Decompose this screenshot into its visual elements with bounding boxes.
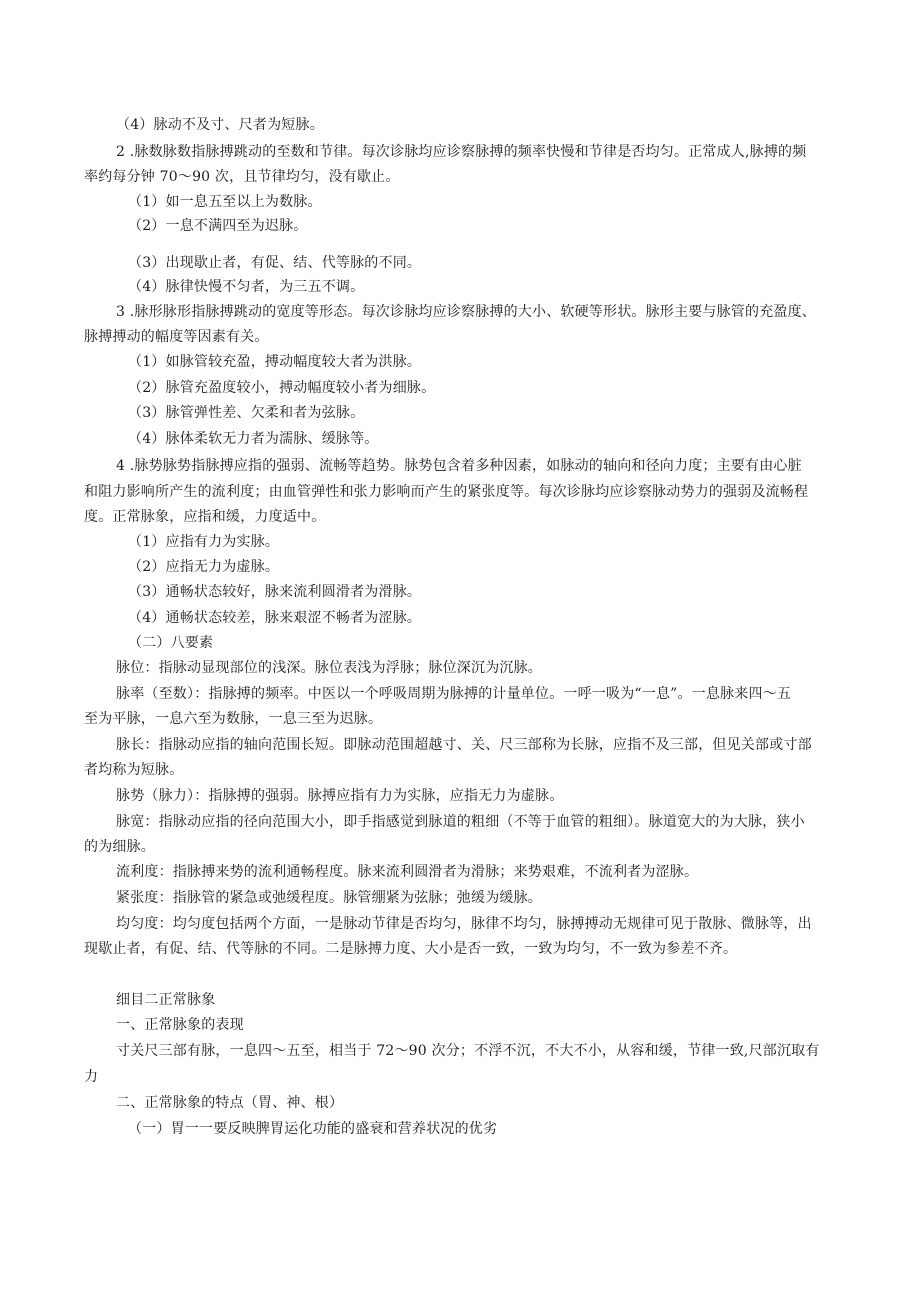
- text-line: （1）如脉管较充盈，搏动幅度较大者为洪脉。: [128, 354, 422, 370]
- text-line: 紧张度：指脉管的紧急或弛缓程度。脉管绷紧为弦脉；弛缓为缓脉。: [116, 890, 542, 906]
- text-line: 脉长：指脉动应指的轴向范围长短。即脉动范围超越寸、关、尺三部称为长脉，应指不及三部，但见关部或寸部: [116, 737, 812, 753]
- text-line: 脉率（至数）：指脉搏的频率。中医以一个呼吸周期为脉搏的计量单位。一呼一吸为“一息”。一息脉来四～五: [116, 686, 792, 702]
- text-line: 寸关尺三部有脉，一息四～五至，相当于 72～90 次分；不浮不沉，不大不小，从容和缓，节律一致,尺部沉取有: [116, 1043, 820, 1059]
- text-line: 脉宽：指脉动应指的径向范围大小，即手指感觉到脉道的粗细（不等于血管的粗细）。脉道宽大的为大脉，狭小: [116, 814, 805, 830]
- text-line: 率约每分钟 70～90 次，且节律均匀，没有歇止。: [84, 169, 400, 185]
- text-line: （1）如一息五至以上为数脉。: [128, 194, 322, 210]
- text-line: 3 .脉形脉形指脉搏跳动的宽度等形态。每次诊脉均应诊察脉搏的大小、软硬等形状。脉形主要与脉管的充盈度、: [116, 304, 817, 320]
- text-line: 4 .脉势脉势指脉搏应指的强弱、流畅等趋势。脉势包含着多种因素，如脉动的轴向和径向力度；主要有由心脏: [116, 458, 802, 474]
- text-line: （1）应指有力为实脉。: [128, 534, 280, 550]
- subsection-heading: 一、正常脉象的表现: [116, 1017, 244, 1033]
- text-line: 流利度：指脉搏来势的流利通畅程度。脉来流利圆滑者为滑脉；来势艰难，不流利者为涩脉。: [116, 864, 699, 880]
- subsection-heading: 二、正常脉象的特点（胃、神、根）: [116, 1095, 344, 1111]
- text-line: 2 .脉数脉数指脉搏跳动的至数和节律。每次诊脉均应诊察脉搏的频率快慢和节律是否均匀。正常成人,脉搏的频: [116, 144, 807, 160]
- text-line: 和阻力影响所产生的流利度；由血管弹性和张力影响而产生的紧张度等。每次诊脉均应诊察脉动势力的强弱及流畅程: [84, 484, 809, 500]
- text-line: 现歇止者，有促、结、代等脉的不同。二是脉搏力度、大小是否一致，一致为均匀，不一致为参差不齐。: [84, 941, 738, 957]
- text-line: 脉位：指脉动显现部位的浅深。脉位表浅为浮脉；脉位深沉为沉脉。: [116, 660, 542, 676]
- text-line: 脉搏搏动的幅度等因素有关。: [84, 329, 269, 345]
- text-line: （4）通畅状态较差，脉来艰涩不畅者为涩脉。: [128, 610, 422, 626]
- text-line: （3）通畅状态较好，脉来流利圆滑者为滑脉。: [128, 584, 422, 600]
- text-line: 力: [84, 1069, 99, 1085]
- text-line: 度。正常脉象，应指和缓，力度适中。: [84, 509, 326, 525]
- text-line: （4）脉动不及寸、尺者为短脉。: [116, 117, 324, 133]
- text-line: 至为平脉，一息六至为数脉，一息三至为迟脉。: [84, 711, 383, 727]
- text-line: （2）应指无力为虚脉。: [128, 559, 280, 575]
- section-heading: （二）八要素: [128, 635, 214, 651]
- text-line: （3）脉管弹性差、欠柔和者为弦脉。: [128, 405, 365, 421]
- text-line: （4）脉体柔软无力者为濡脉、缓脉等。: [128, 431, 379, 447]
- text-line: 脉势（脉力）：指脉搏的强弱。脉搏应指有力为实脉，应指无力为虚脉。: [116, 788, 564, 804]
- text-line: （2）脉管充盈度较小，搏动幅度较小者为细脉。: [128, 380, 436, 396]
- text-line: （3）出现歇止者，有促、结、代等脉的不同。: [128, 255, 422, 271]
- text-line: 的为细脉。: [84, 839, 155, 855]
- text-line: （一）胃一一要反映脾胃运化功能的盛衰和营养状况的优劣: [128, 1121, 498, 1137]
- text-line: 均匀度：均匀度包括两个方面，一是脉动节律是否均匀，脉律不均匀，脉搏搏动无规律可见于散脉、微脉等，出: [116, 916, 812, 932]
- section-heading: 细目二正常脉象: [116, 992, 216, 1008]
- text-line: （4）脉律快慢不匀者，为三五不调。: [128, 279, 365, 295]
- text-line: （2）一息不满四至为迟脉。: [128, 218, 308, 234]
- text-line: 者均称为短脉。: [84, 762, 184, 778]
